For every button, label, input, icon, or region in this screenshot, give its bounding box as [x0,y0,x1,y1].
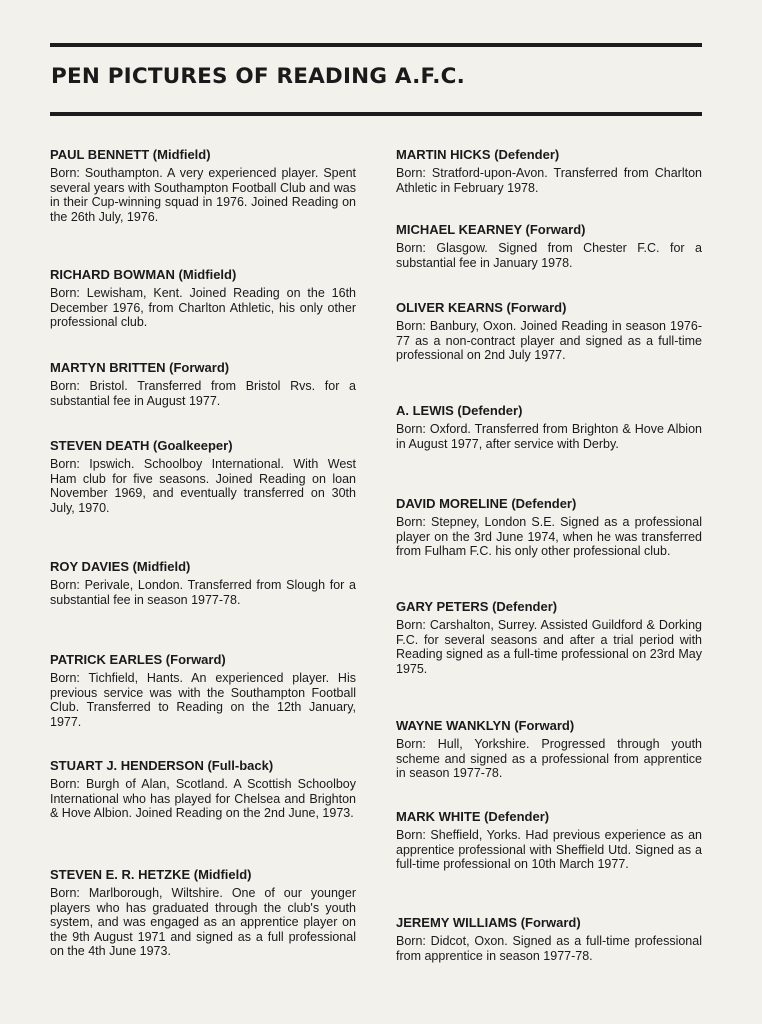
player-entry [50,360,356,408]
player-name: MARTYN BRITTEN (Forward) [50,360,230,375]
player-entry [50,147,356,224]
player-bio: Born: Perivale, London. Transferred from Slough for a substantial fee in season 1977-78. [50,578,356,607]
player-name: JEREMY WILLIAMS (Forward) [396,915,581,930]
player-entry [50,438,356,515]
player-entry [396,147,702,195]
player-bio: Born: Sheffield, Yorks. Had previous experience as an apprentice professional with Sheffield Utd. Signed as a full-time professional on 10th March 1977. [396,828,702,872]
player-entry [396,599,702,676]
player-bio: Born: Bristol. Transferred from Bristol Rvs. for a substantial fee in August 1977. [50,379,356,408]
player-entry [50,758,356,821]
player-entry [50,867,356,959]
player-name: A. LEWIS (Defender) [396,403,523,418]
player-bio: Born: Tichfield, Hants. An experienced player. His previous service was with the Southampton Football Club. Transferred to Reading on the 12th January, 1977. [50,671,356,729]
player-entry [50,652,356,729]
player-bio: Born: Hull, Yorkshire. Progressed through youth scheme and signed as a professional from apprentice in season 1977-78. [396,737,702,781]
player-name: PATRICK EARLES (Forward) [50,652,226,667]
player-bio: Born: Southampton. A very experienced player. Spent several years with Southampton Football Club and was in their Cup-winning squad in 1976. Joined Reading on the 26th July, 1976. [50,166,356,224]
player-bio: Born: Oxford. Transferred from Brighton & Hove Albion in August 1977, after service with Derby. [396,422,702,451]
player-entry [396,718,702,781]
player-bio: Born: Marlborough, Wiltshire. One of our younger players who has graduated through the club's youth system, and was engaged as an apprentice player on the 9th August 1971 and signed as a full professional on the 4th June 1973. [50,886,356,959]
player-name: RICHARD BOWMAN (Midfield) [50,267,237,282]
player-name: MICHAEL KEARNEY (Forward) [396,222,586,237]
player-bio: Born: Banbury, Oxon. Joined Reading in season 1976-77 as a non-contract player and signed as a full-time professional on 2nd July 1977. [396,319,702,363]
player-bio: Born: Burgh of Alan, Scotland. A Scottish Schoolboy International who has played for Chelsea and Brighton & Hove Albion. Joined Reading on the 2nd June, 1973. [50,777,356,821]
player-entry [396,222,702,270]
player-name: ROY DAVIES (Midfield) [50,559,191,574]
player-name: OLIVER KEARNS (Forward) [396,300,567,315]
player-name: DAVID MORELINE (Defender) [396,496,577,511]
player-bio: Born: Didcot, Oxon. Signed as a full-time professional from apprentice in season 1977-78. [396,934,702,963]
player-entry [396,300,702,363]
top-rule [50,43,702,47]
player-entry [396,403,702,451]
player-name: STEVEN E. R. HETZKE (Midfield) [50,867,252,882]
player-bio: Born: Stepney, London S.E. Signed as a professional player on the 3rd June 1974, when he was transferred from Fulham F.C. his only other professional club. [396,515,702,559]
player-name: PAUL BENNETT (Midfield) [50,147,211,162]
player-name: STEVEN DEATH (Goalkeeper) [50,438,233,453]
player-entry [50,559,356,607]
player-bio: Born: Glasgow. Signed from Chester F.C. for a substantial fee in January 1978. [396,241,702,270]
player-entry [396,915,702,963]
player-entry [396,809,702,872]
player-name: MARTIN HICKS (Defender) [396,147,560,162]
player-entry [50,267,356,330]
player-name: GARY PETERS (Defender) [396,599,558,614]
player-bio: Born: Stratford-upon-Avon. Transferred from Charlton Athletic in February 1978. [396,166,702,195]
page-title: PEN PICTURES OF READING A.F.C. [51,64,465,89]
player-bio: Born: Lewisham, Kent. Joined Reading on the 16th December 1976, from Charlton Athletic, his only other professional club. [50,286,356,330]
player-name: MARK WHITE (Defender) [396,809,550,824]
player-bio: Born: Carshalton, Surrey. Assisted Guildford & Dorking F.C. for several seasons and after a trial period with Reading signed as a full-time professional on 23rd May 1975. [396,618,702,676]
title-rule [50,112,702,116]
player-name: WAYNE WANKLYN (Forward) [396,718,575,733]
player-entry [396,496,702,559]
player-name: STUART J. HENDERSON (Full-back) [50,758,274,773]
player-bio: Born: Ipswich. Schoolboy International. With West Ham club for five seasons. Joined Reading on loan November 1969, and eventually transferred on 30th July, 1970. [50,457,356,515]
